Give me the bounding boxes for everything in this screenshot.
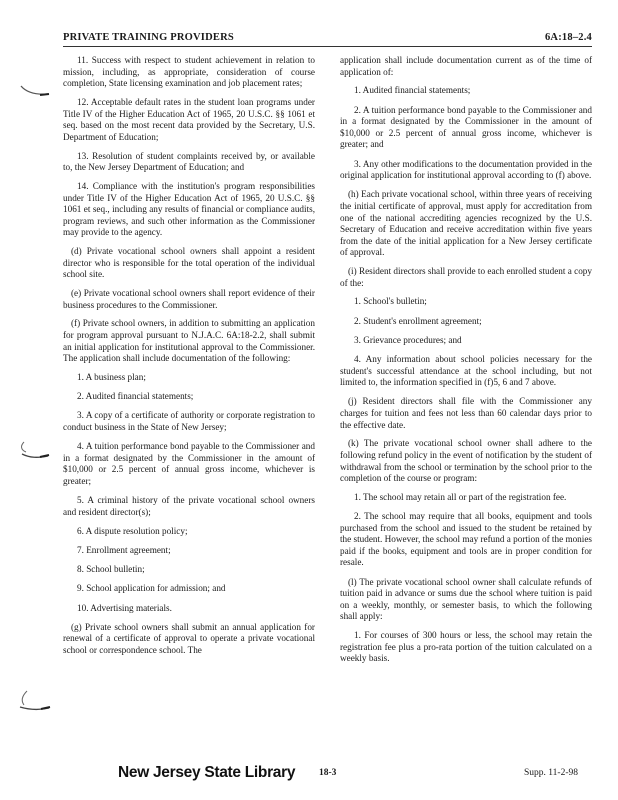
list-item-f2: 2. Audited financial statements; bbox=[77, 391, 194, 402]
paragraph-k: (k) The private vocational school owner shall adhere to the following refund policy in the event of notification by the student of withdrawal from the school or termination by the school prior to the completion of the course or program: bbox=[340, 438, 592, 484]
paragraph-i: (i) Resident directors shall provide to each enrolled student a copy of the: bbox=[340, 266, 592, 288]
margin-annotation-mark bbox=[18, 78, 52, 102]
paragraph-c13: 13. Resolution of student complaints received by, or available to, the New Jersey Department of Education; and bbox=[63, 150, 315, 173]
list-item-g1: 1. Audited financial statements; bbox=[354, 85, 471, 96]
paragraph-f: (f) Private school owners, in addition to submitting an application for program approval pursuant to N.J.A.C. 6A:18-2.2, shall submit an initial application for institutional approval to the Commissioner. The application shall include documentation of the following: bbox=[63, 318, 315, 364]
list-item-f10: 10. Advertising materials. bbox=[77, 602, 172, 613]
supplement-date: Supp. 11-2-98 bbox=[524, 768, 579, 778]
left-column bbox=[63, 55, 315, 664]
list-item-f1: 1. A business plan; bbox=[77, 371, 146, 382]
paragraph-c14: 14. Compliance with the institution's program responsibilities under Title IV of the Higher Education Act of 1965, 20 U.S.C. §§ 1061 et seq., including any results of financial or compliance audits, program reviews, and such other information as the Commissioner may provide to the agency. bbox=[63, 180, 315, 238]
paragraph-c12: 12. Acceptable default rates in the student loan programs under Title IV of the Higher Education Act of 1965, 20 U.S.C. §§ 1061 et seq. based on the most recent data provided by the Secretary, U.S. Department of Education; bbox=[63, 96, 315, 142]
library-stamp: New Jersey State Library bbox=[118, 764, 296, 781]
page-footer bbox=[0, 758, 618, 788]
list-item-i3: 3. Grievance procedures; and bbox=[354, 334, 462, 345]
paragraph-l: (l) The private vocational school owner shall calculate refunds of tuition paid in advance or sums due the school where tuition is paid on a weekly, monthly, or semester basis, to which the following shall apply: bbox=[340, 576, 592, 622]
paragraph-h: (h) Each private vocational school, within three years of receiving the initial certificate of approval, must apply for accreditation from one of the national accrediting agencies recognized by the U.S. Secretary of Education and receive accreditation within five years from the date of the initial application for a New Jersey certificate of approval. bbox=[340, 189, 592, 258]
paragraph-g: (g) Private school owners shall submit an annual application for renewal of a certificate of approval to operate a private vocational school or correspondence school. The bbox=[63, 621, 315, 655]
list-item-i4: 4. Any information about school policies necessary for the student's successful attendance at the school including, but not limited to, the information specified in (f)5, 6 and 7 above. bbox=[340, 354, 592, 388]
list-item-g3: 3. Any other modifications to the documentation provided in the original application for institutional approval according to (f) above. bbox=[340, 158, 592, 181]
list-item-f3: 3. A copy of a certificate of authority or corporate registration to conduct business in the State of New Jersey; bbox=[63, 410, 315, 432]
margin-annotation-mark bbox=[18, 440, 52, 464]
list-item-g2: 2. A tuition performance bond payable to the Commissioner and in a format designated by the Commissioner in the amount of $10,000 or 2.5 percent of annual gross income, whichever is greater; and bbox=[340, 104, 592, 150]
paragraph-c11: 11. Success with respect to student achievement in relation to mission, including, as appropriate, consideration of course completion, State licensing examination and job placement rates; bbox=[63, 55, 315, 89]
page-number: 18-3 bbox=[319, 768, 337, 778]
header-section-number: 6A:18–2.4 bbox=[544, 32, 592, 43]
list-item-f8: 8. School bulletin; bbox=[77, 564, 145, 575]
list-item-f5: 5. A criminal history of the private vocational school owners and resident director(s); bbox=[63, 495, 315, 517]
header-title: PRIVATE TRAINING PROVIDERS bbox=[63, 32, 234, 43]
margin-annotation-mark bbox=[18, 690, 52, 714]
list-item-l1: 1. For courses of 300 hours or less, the school may retain the registration fee plus a pro-rata portion of the tuition calculated on a weekly basis. bbox=[340, 630, 592, 664]
paragraph-g-continued: application shall include documentation current as of the time of application of: bbox=[340, 55, 592, 77]
list-item-f7: 7. Enrollment agreement; bbox=[77, 545, 171, 556]
list-item-f6: 6. A dispute resolution policy; bbox=[77, 525, 188, 536]
list-item-k1: 1. The school may retain all or part of the registration fee. bbox=[354, 491, 567, 502]
paragraph-j: (j) Resident directors shall file with the Commissioner any charges for tuition and fees not less than 60 calendar days prior to the effective date. bbox=[340, 396, 592, 430]
list-item-i2: 2. Student's enrollment agreement; bbox=[354, 315, 482, 326]
paragraph-e: (e) Private vocational school owners shall report evidence of their business procedures to the Commissioner. bbox=[63, 288, 315, 310]
running-header bbox=[63, 32, 592, 47]
paragraph-d: (d) Private vocational school owners shall appoint a resident director who is responsible for the total operation of the individual school site. bbox=[63, 246, 315, 280]
list-item-f4: 4. A tuition performance bond payable to the Commissioner and in a format designated by the Commissioner in the amount of $10,000 or 2.5 percent of annual gross income, whichever is greater; bbox=[63, 441, 315, 486]
list-item-f9: 9. School application for admission; and bbox=[77, 583, 226, 594]
list-item-i1: 1. School's bulletin; bbox=[354, 296, 427, 307]
list-item-k2: 2. The school may require that all books, equipment and tools purchased from the school and issued to the student be retained by the student. However, the school may refund a portion of the monies paid if the books, equipment and tools are in proper condition for resale. bbox=[340, 511, 592, 568]
right-column bbox=[340, 55, 592, 673]
